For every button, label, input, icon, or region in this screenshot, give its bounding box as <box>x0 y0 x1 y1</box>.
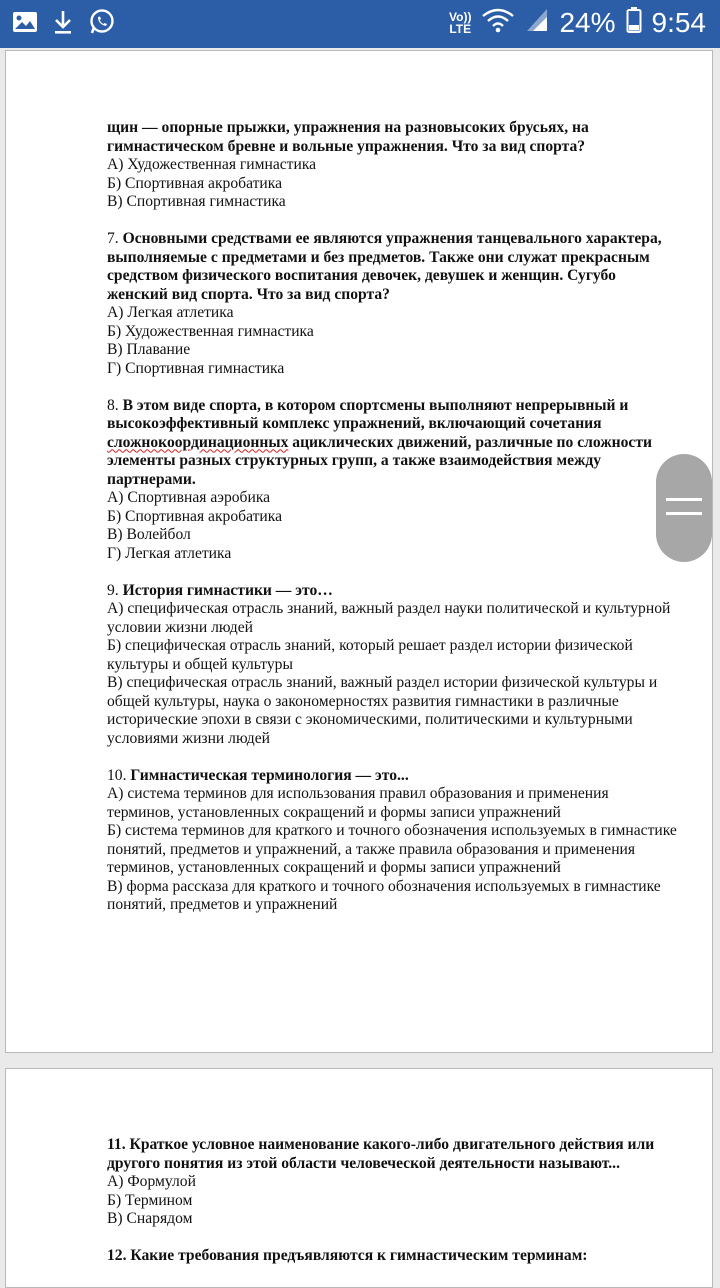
q8-question <box>107 397 677 490</box>
q11-option: А) Формулой <box>107 1173 196 1190</box>
q10-option: Б) система терминов для краткого и точного обозначения используемых в гимнастике понятий, предметов и упражнений, а также правила образования и применения терминов, установленных сокращений и формы записи упражнений <box>107 822 677 876</box>
q7-option: Г) Спортивная гимнастика <box>107 359 285 377</box>
whatsapp-icon <box>88 8 116 41</box>
q8-text-b: ациклических движений, различные по сложности элементы разных структурных групп, а также взаимодействия между партнерами. <box>107 433 652 488</box>
page-2-content <box>107 1136 677 1266</box>
clock: 9:54 <box>651 6 706 38</box>
q8-option: В) Волейбол <box>107 526 191 543</box>
q7-option: Б) Художественная гимнастика <box>107 322 314 340</box>
battery-icon <box>626 6 642 39</box>
q8-option: А) Спортивная аэробика <box>107 489 271 506</box>
wifi-icon <box>481 6 515 39</box>
download-icon <box>52 9 74 40</box>
q9-text: История гимнастики — это… <box>122 581 333 599</box>
volte-top-label: Vo)) <box>449 9 472 24</box>
q12-text: 12. Какие требования предъявляются к гимнастическим терминам: <box>107 1247 588 1264</box>
q10-option: В) форма рассказа для краткого и точного обозначения используемых в гимнастике понятий, предметов и упражнений <box>107 877 661 913</box>
q10-question <box>107 767 677 786</box>
q6-option: В) Спортивная гимнастика <box>107 193 286 210</box>
q10-number: 10. <box>107 766 127 784</box>
q8-number: 8. <box>107 396 119 414</box>
q9-option: Б) специфическая отрасль знаний, который решает раздел истории физической культуры и общей культуры <box>107 637 633 673</box>
status-bar <box>0 0 720 48</box>
volte-indicator <box>449 11 471 35</box>
q6-option: А) Художественная гимнастика <box>107 156 317 173</box>
q11-option: В) Снарядом <box>107 1210 193 1227</box>
q10-text: Гимнастическая терминология — это... <box>130 766 409 784</box>
q9-option: А) специфическая отрасль знаний, важный раздел науки политической и культурной условии жизни людей <box>107 600 671 636</box>
q9-question <box>107 582 677 601</box>
q7-option: А) Легкая атлетика <box>107 304 234 321</box>
gallery-icon <box>12 10 38 39</box>
q11-option: Б) Термином <box>107 1191 193 1209</box>
q10-option: А) система терминов для использования правил образования и применения терминов, установленных сокращений и формы записи упражнений <box>107 785 609 821</box>
q8-misspelled-word: сложнокоординационных <box>107 433 289 451</box>
q7-option: В) Плавание <box>107 341 191 358</box>
q7-text: Основными средствами ее являются упражнения танцевального характера, выполняемые с предметами и без предметов. Также они служат прекрасным средством физического воспитания девочек, девушек и женщин. Сугубо женский вид спорта. Что за вид спорта? <box>107 230 662 303</box>
q7-question <box>107 230 677 304</box>
q9-number: 9. <box>107 581 119 599</box>
volte-bottom-label: LTE <box>449 21 472 36</box>
q6-text: щин — опорные прыжки, упражнения на разновысоких брусьях, на гимнастическом бревне и вольные упражнения. Что за вид спорта? <box>107 119 589 155</box>
q8-option: Г) Легкая атлетика <box>107 544 232 562</box>
q8-text-a: В этом виде спорта, в котором спортсмены выполняют непрерывный и высокоэффективный комплекс упражнений, включающий сочетания <box>107 396 629 432</box>
q6-option: Б) Спортивная акробатика <box>107 174 283 192</box>
q11-text: 11. Краткое условное наименование какого-либо двигательного действия или другого понятия из этой области человеческой деятельности называют... <box>107 1136 655 1172</box>
page-1-content <box>107 119 677 915</box>
signal-icon <box>525 7 549 38</box>
battery-percent: 24% <box>559 6 616 38</box>
q9-option: В) специфическая отрасль знаний, важный раздел истории физической культуры и общей культуры, наука о закономерностях развития гимнастики в различные исторические эпохи в связи с экономическими, политическими и культурными условиями жизни людей <box>107 674 658 747</box>
document-page-2 <box>5 1068 713 1288</box>
q8-option: Б) Спортивная акробатика <box>107 507 283 525</box>
scroll-handle[interactable] <box>656 454 712 562</box>
document-page-1 <box>5 50 713 1053</box>
q7-number: 7. <box>107 230 119 247</box>
